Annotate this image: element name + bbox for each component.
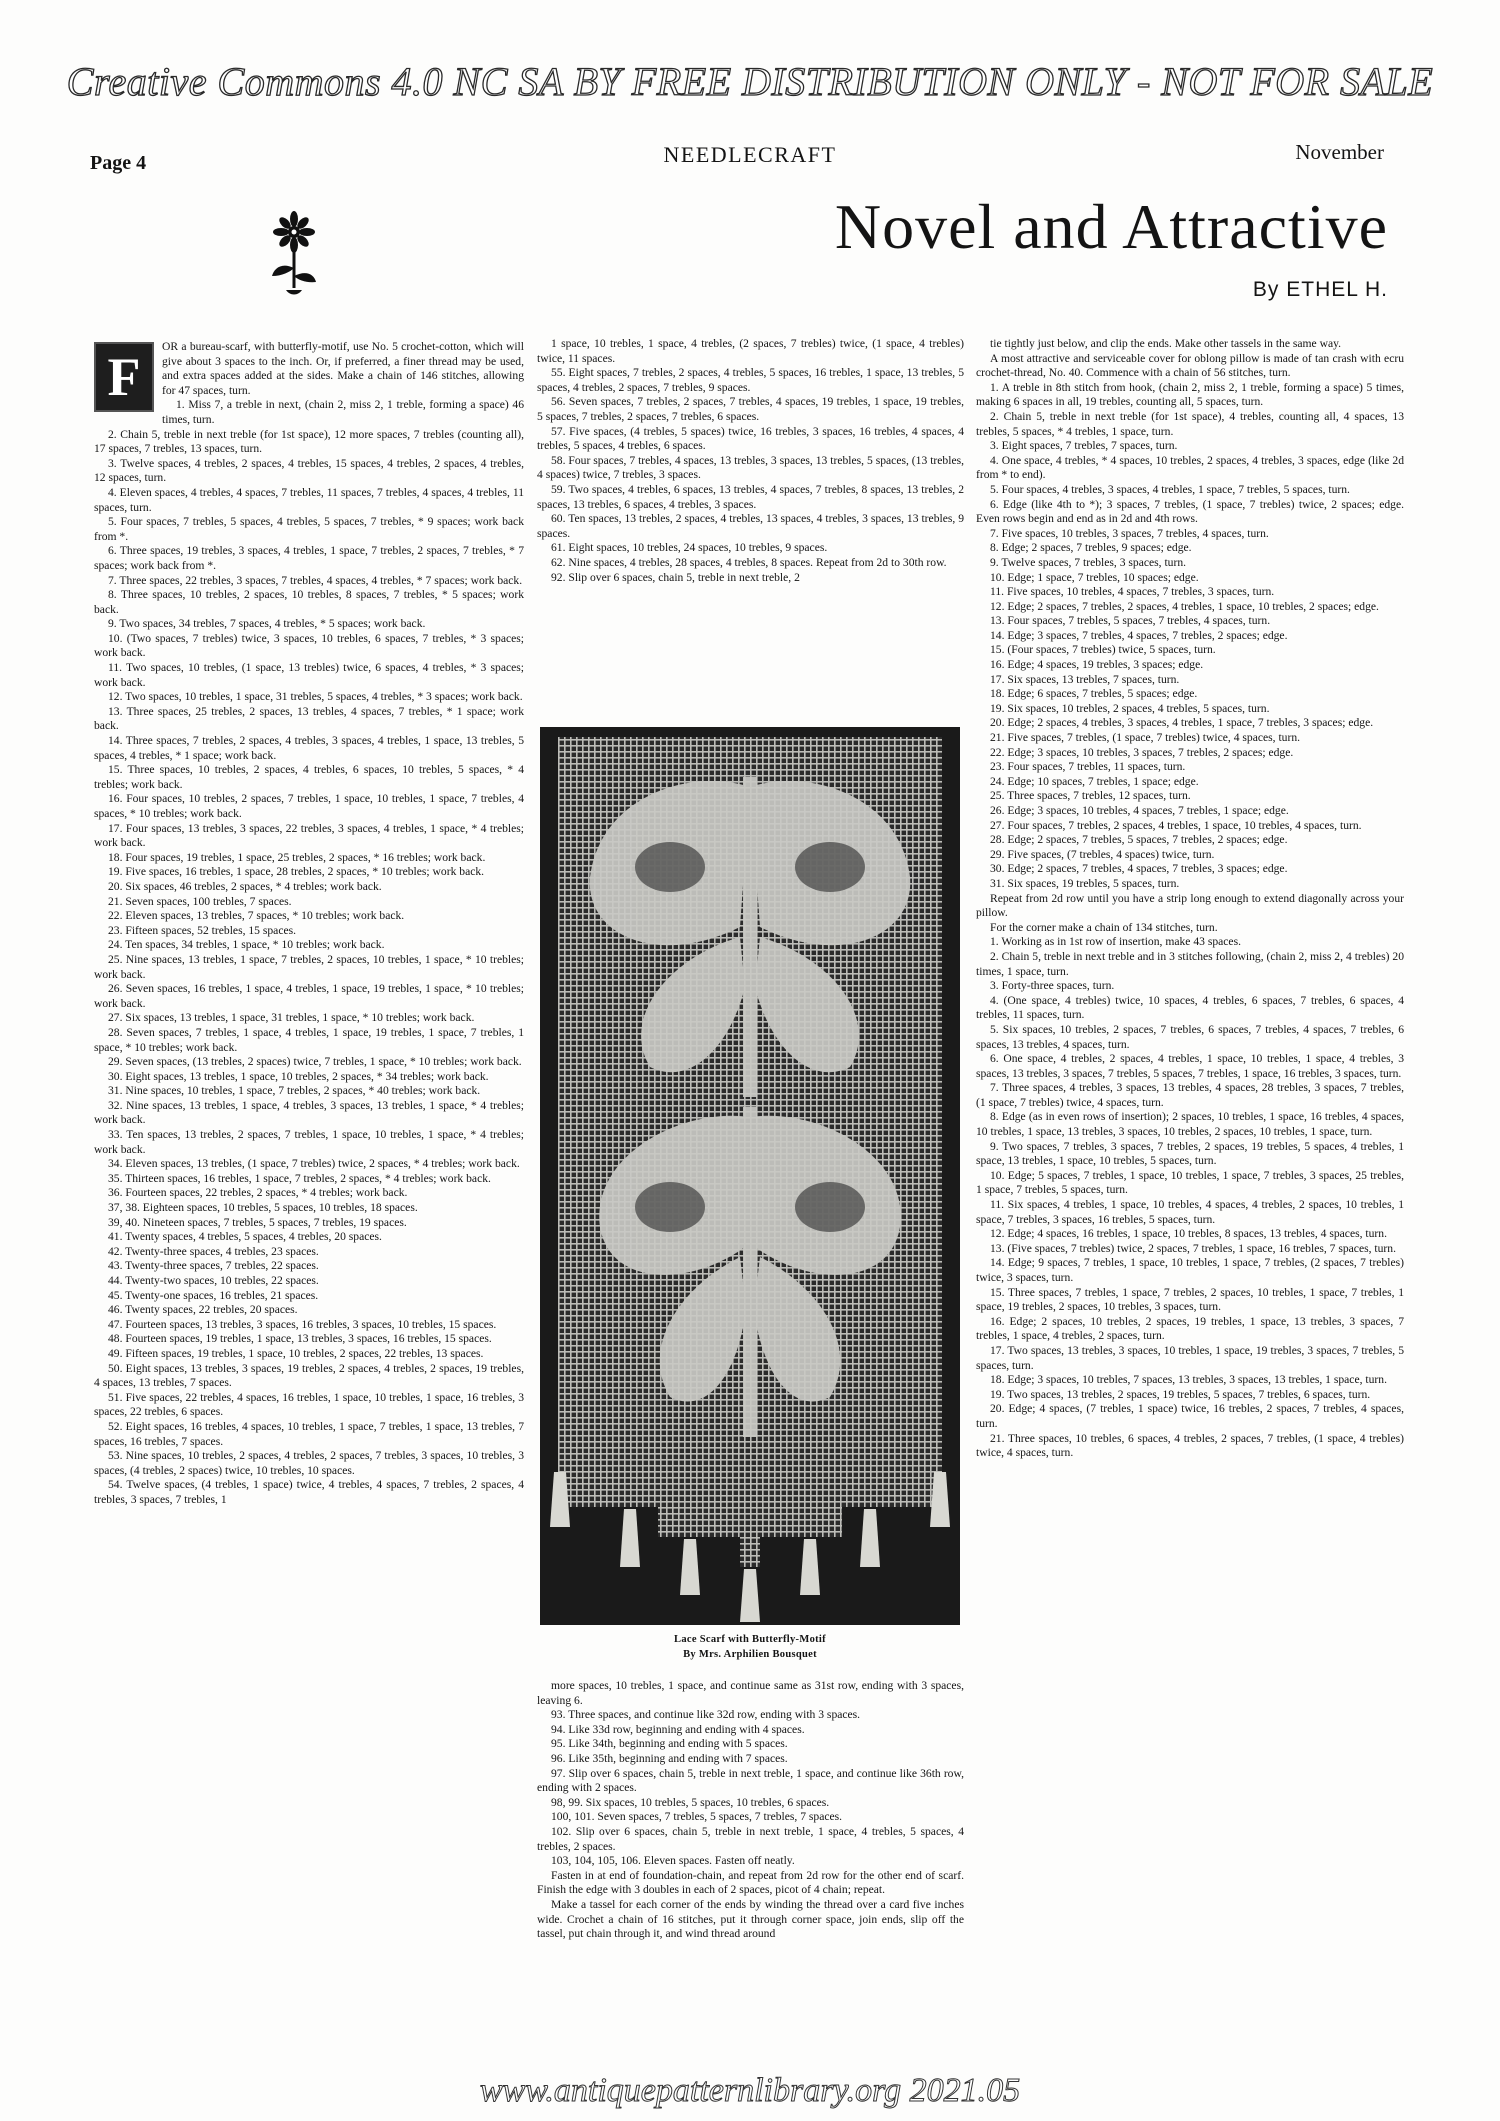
- instruction-row: 97. Slip over 6 spaces, chain 5, treble in next treble, 1 space, and continue like 36th row, ending with 2 spaces.: [537, 1766, 964, 1795]
- column-2: [537, 337, 964, 585]
- instruction-row: 50. Eight spaces, 13 trebles, 3 spaces, 19 trebles, 2 spaces, 4 trebles, 2 spaces, 19 trebles, 4 spaces, 13 trebles, 7 spaces.: [94, 1361, 524, 1390]
- instruction-row: 19. Five spaces, 16 trebles, 1 space, 28 trebles, 2 spaces, * 10 trebles; work back.: [108, 865, 485, 879]
- instruction-row: 2. Chain 5, treble in next treble (for 1st space), 4 trebles, counting all, 4 spaces, 13 trebles, 5 spaces, * 4 trebles, 1 space, turn.: [976, 409, 1404, 438]
- intro-paragraph: [94, 340, 524, 407]
- instruction-row: 59. Two spaces, 4 trebles, 6 spaces, 13 trebles, 4 spaces, 7 trebles, 8 spaces, 13 trebles, 2 spaces, 13 trebles, 6 spaces, 4 trebles, 3 spaces.: [537, 482, 964, 511]
- instruction-row: tie tightly just below, and clip the ends. Make other tassels in the same way.: [990, 337, 1342, 350]
- instruction-row: 5. Four spaces, 4 trebles, 3 spaces, 4 trebles, 1 space, 7 trebles, 5 spaces, turn.: [990, 482, 1350, 496]
- instruction-row: 27. Six spaces, 13 trebles, 1 space, 31 trebles, 1 space, * 10 trebles; work back.: [108, 1011, 475, 1025]
- instruction-row: 2. Chain 5, treble in next treble and in 3 stitches following, (chain 2, miss 2, 4 trebles) 20 times, 1 space, turn.: [976, 949, 1404, 978]
- instruction-row: 17. Four spaces, 13 trebles, 3 spaces, 22 trebles, 3 spaces, 4 trebles, 1 space, * 4 trebles; work back.: [94, 821, 524, 850]
- instruction-row: more spaces, 10 trebles, 1 space, and continue same as 31st row, ending with 3 spaces, leaving 6.: [537, 1679, 964, 1707]
- drop-cap: F: [94, 342, 154, 412]
- instruction-row: 10. (Two spaces, 7 trebles) twice, 3 spaces, 10 trebles, 6 spaces, 7 trebles, * 3 spaces; work back.: [94, 631, 524, 660]
- instruction-row: 29. Seven spaces, (13 trebles, 2 spaces) twice, 7 trebles, 1 space, * 10 trebles; work back.: [108, 1055, 522, 1069]
- instruction-row: 21. Seven spaces, 100 trebles, 7 spaces.: [108, 894, 292, 908]
- instruction-row: 96. Like 35th, beginning and ending with 7 spaces.: [551, 1751, 788, 1765]
- col2b-instructions: [537, 1679, 964, 1942]
- instruction-row: 21. Three spaces, 10 trebles, 6 spaces, 4 trebles, 2 spaces, 7 trebles, (1 space, 4 trebles) twice, 4 spaces, turn.: [976, 1431, 1404, 1460]
- instruction-row: 54. Twelve spaces, (4 trebles, 1 space) twice, 4 trebles, 4 spaces, 7 trebles, 2 spaces, 4 trebles, 3 spaces, 7 trebles, 1: [94, 1478, 524, 1506]
- instruction-row: 41. Twenty spaces, 4 trebles, 5 spaces, 4 trebles, 20 spaces.: [108, 1230, 382, 1244]
- instruction-row: 19. Two spaces, 13 trebles, 2 spaces, 19 trebles, 5 spaces, 7 trebles, 6 spaces, turn.: [990, 1387, 1371, 1401]
- instruction-row: 9. Two spaces, 34 trebles, 7 spaces, 4 trebles, * 5 spaces; work back.: [108, 617, 426, 631]
- instruction-row: 20. Edge; 2 spaces, 4 trebles, 3 spaces, 4 trebles, 1 space, 7 trebles, 3 spaces; edge.: [990, 716, 1374, 730]
- instruction-row: 57. Five spaces, (4 trebles, 5 spaces) twice, 16 trebles, 3 spaces, 16 trebles, 4 spaces, 4 trebles, 5 spaces, 4 trebles, 6 spaces.: [537, 424, 964, 453]
- instruction-row: 14. Edge; 3 spaces, 7 trebles, 4 spaces, 7 trebles, 2 spaces; edge.: [990, 628, 1288, 642]
- instruction-row: 15. (Four spaces, 7 trebles) twice, 5 spaces, turn.: [990, 643, 1216, 657]
- instruction-row: 5. Four spaces, 7 trebles, 5 spaces, 4 trebles, 5 spaces, 7 trebles, * 9 spaces; work back from *.: [94, 515, 524, 543]
- instruction-row: 18. Edge; 3 spaces, 10 trebles, 7 spaces, 13 trebles, 3 spaces, 13 trebles, 1 space, turn.: [990, 1373, 1387, 1387]
- instruction-row: 4. (One space, 4 trebles) twice, 10 spaces, 4 trebles, 6 spaces, 7 trebles, 6 spaces, 4 trebles, 11 spaces, turn.: [976, 993, 1404, 1022]
- instruction-row: 22. Edge; 3 spaces, 10 trebles, 3 spaces, 7 trebles, 2 spaces; edge.: [990, 745, 1294, 759]
- instruction-row: 23. Four spaces, 7 trebles, 11 spaces, turn.: [990, 760, 1186, 774]
- instruction-row: 32. Nine spaces, 13 trebles, 1 space, 4 trebles, 3 spaces, 13 trebles, 1 space, * 4 trebles; work back.: [94, 1098, 524, 1127]
- instruction-row: 25. Nine spaces, 13 trebles, 1 space, 7 trebles, 2 spaces, 10 trebles, 1 space, * 10 trebles; work back.: [94, 952, 524, 981]
- instruction-row: 60. Ten spaces, 13 trebles, 2 spaces, 4 trebles, 13 spaces, 4 trebles, 3 spaces, 13 trebles, 9 spaces.: [537, 512, 964, 540]
- article-title: Novel and Attractive: [834, 191, 1388, 262]
- instruction-row: 1. Miss 7, a treble in next, (chain 2, miss 2, 1 treble, forming a space) 46 times, turn.: [162, 398, 524, 426]
- instruction-row: 8. Edge (as in even rows of insertion); 2 spaces, 10 trebles, 1 space, 16 trebles, 4 spaces, 10 trebles, 1 space, 13 trebles, 3 spaces, 10 trebles, 2 spaces, 10 trebles, 1 space, turn.: [976, 1110, 1404, 1139]
- instruction-row: 20. Edge; 4 spaces, (7 trebles, 1 space) twice, 16 trebles, 2 spaces, 7 trebles, 4 spaces, turn.: [976, 1402, 1404, 1430]
- instruction-row: 2. Chain 5, treble in next treble (for 1st space), 12 more spaces, 7 trebles (counting all), 17 spaces, 7 trebles, 13 spaces, turn.: [94, 427, 524, 456]
- byline: By ETHEL H.: [1252, 278, 1388, 301]
- instruction-row: 30. Edge; 2 spaces, 7 trebles, 4 spaces, 7 trebles, 3 spaces; edge.: [990, 862, 1288, 876]
- instruction-row: 11. Two spaces, 10 trebles, (1 space, 13 trebles) twice, 6 spaces, 4 trebles, * 3 spaces; work back.: [94, 661, 524, 689]
- instruction-row: 39, 40. Nineteen spaces, 7 trebles, 5 spaces, 7 trebles, 19 spaces.: [108, 1215, 407, 1229]
- instruction-row: 11. Six spaces, 4 trebles, 1 space, 10 trebles, 4 spaces, 4 trebles, 2 spaces, 10 trebles, 1 space, 7 trebles, 3 spaces, 16 trebles, 5 spaces, turn.: [976, 1198, 1404, 1226]
- instruction-row: 103, 104, 105, 106. Eleven spaces. Fasten off neatly.: [551, 1854, 795, 1868]
- instruction-row: 23. Fifteen spaces, 52 trebles, 15 spaces.: [108, 923, 297, 937]
- instruction-row: 16. Four spaces, 10 trebles, 2 spaces, 7 trebles, 1 space, 10 trebles, 1 space, 7 trebles, 4 spaces, * 10 trebles; work back.: [94, 792, 524, 820]
- instruction-row: 14. Three spaces, 7 trebles, 2 spaces, 4 trebles, 3 spaces, 4 trebles, 1 space, 13 trebles, 5 spaces, 4 trebles, * 1 space; work back.: [94, 734, 524, 762]
- instruction-row: 34. Eleven spaces, 13 trebles, (1 space, 7 trebles) twice, 2 spaces, * 4 trebles; work back.: [108, 1157, 520, 1171]
- instruction-row: 46. Twenty spaces, 22 trebles, 20 spaces.: [108, 1303, 298, 1317]
- photo-caption: [540, 1632, 960, 1662]
- instruction-row: 20. Six spaces, 46 trebles, 2 spaces, * 4 trebles; work back.: [108, 879, 382, 893]
- instruction-row: 17. Six spaces, 13 trebles, 7 spaces, turn.: [990, 672, 1180, 686]
- website-watermark: www.antiquepatternlibrary.org 2021.05: [479, 2072, 1021, 2109]
- instruction-row: 26. Edge; 3 spaces, 10 trebles, 4 spaces, 7 trebles, 1 space; edge.: [990, 804, 1289, 817]
- instruction-row: 3. Eight spaces, 7 trebles, 7 spaces, turn.: [990, 439, 1178, 453]
- instruction-row: 14. Edge; 9 spaces, 7 trebles, 1 space, 10 trebles, 1 space, 7 trebles, (2 spaces, 7 trebles) twice, 3 spaces, turn.: [976, 1256, 1404, 1284]
- instruction-row: 18. Edge; 6 spaces, 7 trebles, 5 spaces; edge.: [990, 687, 1198, 701]
- instruction-row: 3. Twelve spaces, 4 trebles, 2 spaces, 4 trebles, 15 spaces, 4 trebles, 2 spaces, 4 trebles, 12 spaces, turn.: [94, 456, 524, 485]
- instruction-row: 47. Fourteen spaces, 13 trebles, 3 spaces, 16 trebles, 3 spaces, 10 trebles, 15 spaces.: [108, 1317, 497, 1331]
- instruction-row: 8. Edge; 2 spaces, 7 trebles, 9 spaces; edge.: [990, 541, 1192, 555]
- instruction-row: 13. Four spaces, 7 trebles, 5 spaces, 7 trebles, 4 spaces, turn.: [990, 614, 1271, 628]
- instruction-row: 4. One space, 4 trebles, * 4 spaces, 10 trebles, 2 spaces, 4 trebles, 3 spaces, edge (like 2d from * to end).: [976, 453, 1404, 482]
- instruction-row: 10. Edge; 5 spaces, 7 trebles, 1 space, 10 trebles, 1 space, 7 trebles, 3 spaces, 25 trebles, 1 space, 7 trebles, 5 spaces, turn.: [976, 1168, 1404, 1197]
- license-banner: Creative Commons 4.0 NC SA BY FREE DISTRIBUTION ONLY - NOT FOR SALE: [66, 59, 1434, 104]
- instruction-row: 9. Two spaces, 7 trebles, 3 spaces, 7 trebles, 2 spaces, 19 trebles, 5 spaces, 4 trebles, 1 space, 13 trebles, 1 space, 10 trebles, 5 spaces, turn.: [976, 1139, 1404, 1168]
- col3-instructions: [976, 337, 1404, 1461]
- instruction-row: 53. Nine spaces, 10 trebles, 2 spaces, 4 trebles, 2 spaces, 7 trebles, 3 spaces, 10 trebles, 3 spaces, (4 trebles, 2 spaces) twice, 10 trebles, 10 spaces.: [94, 1449, 524, 1477]
- instruction-row: 13. Three spaces, 25 trebles, 2 spaces, 13 trebles, 4 spaces, 7 trebles, * 1 space; work back.: [94, 704, 524, 733]
- instruction-row: 24. Edge; 10 spaces, 7 trebles, 1 space; edge.: [990, 774, 1199, 788]
- instruction-row: 18. Four spaces, 19 trebles, 1 space, 25 trebles, 2 spaces, * 16 trebles; work back.: [108, 850, 486, 864]
- instruction-row: 10. Edge; 1 space, 7 trebles, 10 spaces; edge.: [990, 570, 1199, 584]
- instruction-row: 15. Three spaces, 10 trebles, 2 spaces, 4 trebles, 6 spaces, 10 trebles, 5 spaces, * 4 trebles; work back.: [94, 763, 524, 791]
- instruction-row: 29. Five spaces, (7 trebles, 4 spaces) twice, turn.: [990, 847, 1215, 861]
- instruction-row: 33. Ten spaces, 13 trebles, 2 spaces, 7 trebles, 1 space, 10 trebles, 1 space, * 4 trebles; work back.: [94, 1128, 524, 1156]
- page-number: Page 4: [90, 152, 147, 174]
- instruction-row: Make a tassel for each corner of the ends by winding the thread over a card five inches wide. Crochet a chain of 16 stitches, put it through corner space, join ends, slip off the tassel, put chain through it, and wind thread around: [537, 1897, 964, 1941]
- instruction-row: 17. Two spaces, 13 trebles, 3 spaces, 10 trebles, 1 space, 19 trebles, 3 spaces, 7 trebles, 5 spaces, turn.: [976, 1343, 1404, 1372]
- instruction-row: 37, 38. Eighteen spaces, 10 trebles, 5 spaces, 10 trebles, 18 spaces.: [108, 1201, 418, 1215]
- instruction-row: 100, 101. Seven spaces, 7 trebles, 5 spaces, 7 trebles, 7 spaces.: [551, 1810, 843, 1824]
- instruction-row: 62. Nine spaces, 4 trebles, 28 spaces, 4 trebles, 8 spaces. Repeat from 2d to 30th row.: [551, 555, 947, 569]
- instruction-row: 92. Slip over 6 spaces, chain 5, treble in next treble, 2: [551, 570, 800, 584]
- instruction-row: 1 space, 10 trebles, 1 space, 4 trebles, (2 spaces, 7 trebles) twice, (1 space, 4 trebles) twice, 11 spaces.: [537, 337, 964, 365]
- instruction-row: 52. Eight spaces, 16 trebles, 4 spaces, 10 trebles, 1 space, 7 trebles, 1 space, 13 trebles, 7 spaces, 16 trebles, 7 spaces.: [94, 1419, 524, 1448]
- flower-ornament-icon: [264, 210, 324, 300]
- instruction-row: 3. Forty-three spaces, turn.: [990, 979, 1115, 993]
- instruction-row: Repeat from 2d row until you have a strip long enough to extend diagonally across your pillow.: [976, 891, 1404, 920]
- instruction-row: 102. Slip over 6 spaces, chain 5, treble in next treble, 1 space, 4 trebles, 5 spaces, 4 trebles, 2 spaces.: [537, 1824, 964, 1853]
- instruction-row: 49. Fifteen spaces, 19 trebles, 1 space, 10 trebles, 2 spaces, 22 trebles, 13 spaces.: [108, 1346, 484, 1360]
- instruction-row: 19. Six spaces, 10 trebles, 2 spaces, 4 trebles, 5 spaces, turn.: [990, 701, 1270, 715]
- instruction-row: 24. Ten spaces, 34 trebles, 1 space, * 10 trebles; work back.: [108, 938, 385, 952]
- instruction-row: 6. One space, 4 trebles, 2 spaces, 4 trebles, 1 space, 10 trebles, 1 space, 4 trebles, 3 spaces, 13 trebles, 3 spaces, 7 trebles, 5 spaces, 7 trebles, 1 space, 16 trebles, 3 spaces, turn.: [976, 1052, 1404, 1080]
- instruction-row: 21. Five spaces, 7 trebles, (1 space, 7 trebles) twice, 4 spaces, turn.: [990, 731, 1301, 745]
- instruction-row: 22. Eleven spaces, 13 trebles, 7 spaces, * 10 trebles; work back.: [108, 909, 405, 923]
- instruction-row: 16. Edge; 2 spaces, 10 trebles, 2 spaces, 19 trebles, 1 space, 13 trebles, 3 spaces, 7 trebles, 1 space, 4 trebles, 2 spaces, turn.: [976, 1314, 1404, 1343]
- instruction-row: Fasten in at end of foundation-chain, and repeat from 2d row for the other end of scarf. Finish the edge with 3 doubles in each of 2 spaces, picot of 4 chain; repeat.: [537, 1868, 964, 1897]
- instruction-row: 7. Three spaces, 22 trebles, 3 spaces, 7 trebles, 4 spaces, 4 trebles, * 7 spaces; work back.: [108, 573, 523, 587]
- instruction-row: 11. Five spaces, 10 trebles, 4 spaces, 7 trebles, 3 spaces, turn.: [990, 585, 1275, 599]
- instruction-row: 31. Nine spaces, 10 trebles, 1 space, 7 trebles, 2 spaces, * 40 trebles; work back.: [108, 1084, 481, 1098]
- lace-scarf-photo: [540, 727, 960, 1625]
- instruction-row: 7. Three spaces, 4 trebles, 3 spaces, 13 trebles, 4 spaces, 28 trebles, 3 spaces, 7 trebles, (1 space, 7 trebles) twice, 4 spaces, turn.: [976, 1081, 1404, 1109]
- instruction-row: 6. Edge (like 4th to *); 3 spaces, 7 trebles, (1 space, 7 trebles) twice, 2 spaces; edge. Even rows begin and end as in 2d and 4th rows.: [976, 497, 1404, 526]
- instruction-row: 12. Edge; 4 spaces, 16 trebles, 1 space, 10 trebles, 8 spaces, 13 trebles, 4 spaces, turn.: [990, 1227, 1387, 1241]
- instruction-row: 1. A treble in 8th stitch from hook, (chain 2, miss 2, 1 treble, forming a space) 5 times, making 6 spaces in all, 19 trebles, counting all, 5 spaces, turn.: [976, 380, 1404, 409]
- instruction-row: 42. Twenty-three spaces, 4 trebles, 23 spaces.: [108, 1244, 319, 1258]
- instruction-row: 31. Six spaces, 19 trebles, 5 spaces, turn.: [990, 876, 1180, 890]
- caption-title: Lace Scarf with Butterfly-Motif: [674, 1634, 826, 1645]
- instruction-row: 27. Four spaces, 7 trebles, 2 spaces, 4 trebles, 1 space, 10 trebles, 4 spaces, turn.: [990, 818, 1362, 832]
- col2-instructions: [537, 337, 964, 585]
- column-2-bottom: [537, 1679, 964, 1942]
- instruction-row: 43. Twenty-three spaces, 7 trebles, 22 spaces.: [108, 1259, 319, 1273]
- instruction-row: 35. Thirteen spaces, 16 trebles, 1 space, 7 trebles, 2 spaces, * 4 trebles; work back.: [108, 1171, 491, 1185]
- instruction-row: 51. Five spaces, 22 trebles, 4 spaces, 16 trebles, 1 space, 10 trebles, 1 space, 16 trebles, 3 spaces, 22 trebles, 6 spaces.: [94, 1390, 524, 1419]
- instruction-row: 12. Edge; 2 spaces, 7 trebles, 2 spaces, 4 trebles, 1 space, 10 trebles, 2 spaces; edge.: [990, 599, 1379, 613]
- instruction-row: 13. (Five spaces, 7 trebles) twice, 2 spaces, 7 trebles, 1 space, 16 trebles, 7 spaces, turn.: [990, 1241, 1396, 1255]
- instruction-row: 55. Eight spaces, 7 trebles, 2 spaces, 4 trebles, 5 spaces, 16 trebles, 1 space, 13 trebles, 5 spaces, 4 trebles, 2 spaces, 7 trebles, 9 spaces.: [537, 366, 964, 394]
- instruction-row: 25. Three spaces, 7 trebles, 12 spaces, turn.: [990, 789, 1191, 803]
- instruction-row: 6. Three spaces, 19 trebles, 3 spaces, 4 trebles, 1 space, 7 trebles, 2 spaces, 7 trebles, * 7 spaces; work back from *.: [94, 544, 524, 572]
- col1-instructions: [94, 398, 524, 1507]
- instruction-row: 94. Like 33d row, beginning and ending with 4 spaces.: [551, 1722, 805, 1736]
- caption-credit: By Mrs. Arphilien Bousquet: [683, 1649, 817, 1660]
- instruction-row: 4. Eleven spaces, 4 trebles, 4 spaces, 7 trebles, 11 spaces, 7 trebles, 4 spaces, 4 trebles, 11 spaces, turn.: [94, 485, 524, 514]
- instruction-row: 16. Edge; 4 spaces, 19 trebles, 3 spaces; edge.: [990, 658, 1204, 672]
- instruction-row: 61. Eight spaces, 10 trebles, 24 spaces, 10 trebles, 9 spaces.: [551, 541, 828, 555]
- instruction-row: 15. Three spaces, 7 trebles, 1 space, 7 trebles, 2 spaces, 10 trebles, 1 space, 7 trebles, 1 space, 19 trebles, 2 spaces, 10 trebles, 3 spaces, turn.: [976, 1285, 1404, 1314]
- instruction-row: 5. Six spaces, 10 trebles, 2 spaces, 7 trebles, 6 spaces, 7 trebles, 4 spaces, 7 trebles, 6 spaces, 13 trebles, 4 spaces, turn.: [976, 1022, 1404, 1051]
- issue-month: November: [1295, 140, 1384, 164]
- lace-scarf-image: [540, 727, 960, 1625]
- intro-text: OR a bureau-scarf, with butterfly-motif, use No. 5 crochet-cotton, which will give about 3 spaces to the inch. Or, if preferred, a finer thread may be used, and extra spaces added at the sides. Make a chain of 146 stitches, allowing for 47 spaces, turn.: [162, 340, 524, 397]
- instruction-row: A most attractive and serviceable cover for oblong pillow is made of tan crash with ecru crochet-thread, No. 40. Commence with a chain of 56 stitches, turn.: [976, 351, 1404, 380]
- magazine-name: NEEDLECRAFT: [663, 142, 837, 167]
- instruction-row: 1. Working as in 1st row of insertion, make 43 spaces.: [990, 935, 1241, 949]
- instruction-row: 8. Three spaces, 10 trebles, 2 spaces, 10 trebles, 8 spaces, 7 trebles, * 5 spaces; work back.: [94, 588, 524, 616]
- instruction-row: 98, 99. Six spaces, 10 trebles, 5 spaces, 10 trebles, 6 spaces.: [551, 1795, 830, 1809]
- column-1: [94, 340, 524, 1508]
- instruction-row: 26. Seven spaces, 16 trebles, 1 space, 4 trebles, 1 space, 19 trebles, 1 space, * 10 trebles; work back.: [94, 982, 524, 1010]
- instruction-row: 48. Fourteen spaces, 19 trebles, 1 space, 13 trebles, 3 spaces, 16 trebles, 15 spaces.: [108, 1332, 492, 1346]
- instruction-row: 44. Twenty-two spaces, 10 trebles, 22 spaces.: [108, 1274, 319, 1287]
- instruction-row: 36. Fourteen spaces, 22 trebles, 2 spaces, * 4 trebles; work back.: [108, 1186, 408, 1200]
- instruction-row: 12. Two spaces, 10 trebles, 1 space, 31 trebles, 5 spaces, 4 trebles, * 3 spaces; work back.: [108, 690, 523, 704]
- instruction-row: 56. Seven spaces, 7 trebles, 2 spaces, 7 trebles, 4 spaces, 19 trebles, 1 space, 19 trebles, 5 spaces, 7 trebles, 2 spaces, 7 trebles, 6 spaces.: [537, 395, 964, 423]
- instruction-row: 7. Five spaces, 10 trebles, 3 spaces, 7 trebles, 4 spaces, turn.: [990, 526, 1269, 540]
- instruction-row: 9. Twelve spaces, 7 trebles, 3 spaces, turn.: [990, 555, 1187, 569]
- instruction-row: 28. Seven spaces, 7 trebles, 1 space, 4 trebles, 1 space, 19 trebles, 1 space, 7 trebles, 1 space, * 10 trebles; work back.: [94, 1025, 524, 1054]
- instruction-row: 30. Eight spaces, 13 trebles, 1 space, 10 trebles, 2 spaces, * 34 trebles; work back.: [108, 1069, 489, 1083]
- instruction-row: 45. Twenty-one spaces, 16 trebles, 21 spaces.: [108, 1288, 319, 1302]
- column-3: [976, 337, 1404, 1461]
- instruction-row: 95. Like 34th, beginning and ending with 5 spaces.: [551, 1737, 788, 1751]
- instruction-row: 28. Edge; 2 spaces, 7 trebles, 5 spaces, 7 trebles, 2 spaces; edge.: [990, 833, 1288, 847]
- instruction-row: 58. Four spaces, 7 trebles, 4 spaces, 13 trebles, 3 spaces, 13 trebles, 5 spaces, (13 trebles, 4 spaces) twice, 7 trebles, 3 spaces.: [537, 453, 964, 482]
- instruction-row: 93. Three spaces, and continue like 32d row, ending with 3 spaces.: [551, 1708, 861, 1722]
- instruction-row: For the corner make a chain of 134 stitches, turn.: [990, 920, 1218, 934]
